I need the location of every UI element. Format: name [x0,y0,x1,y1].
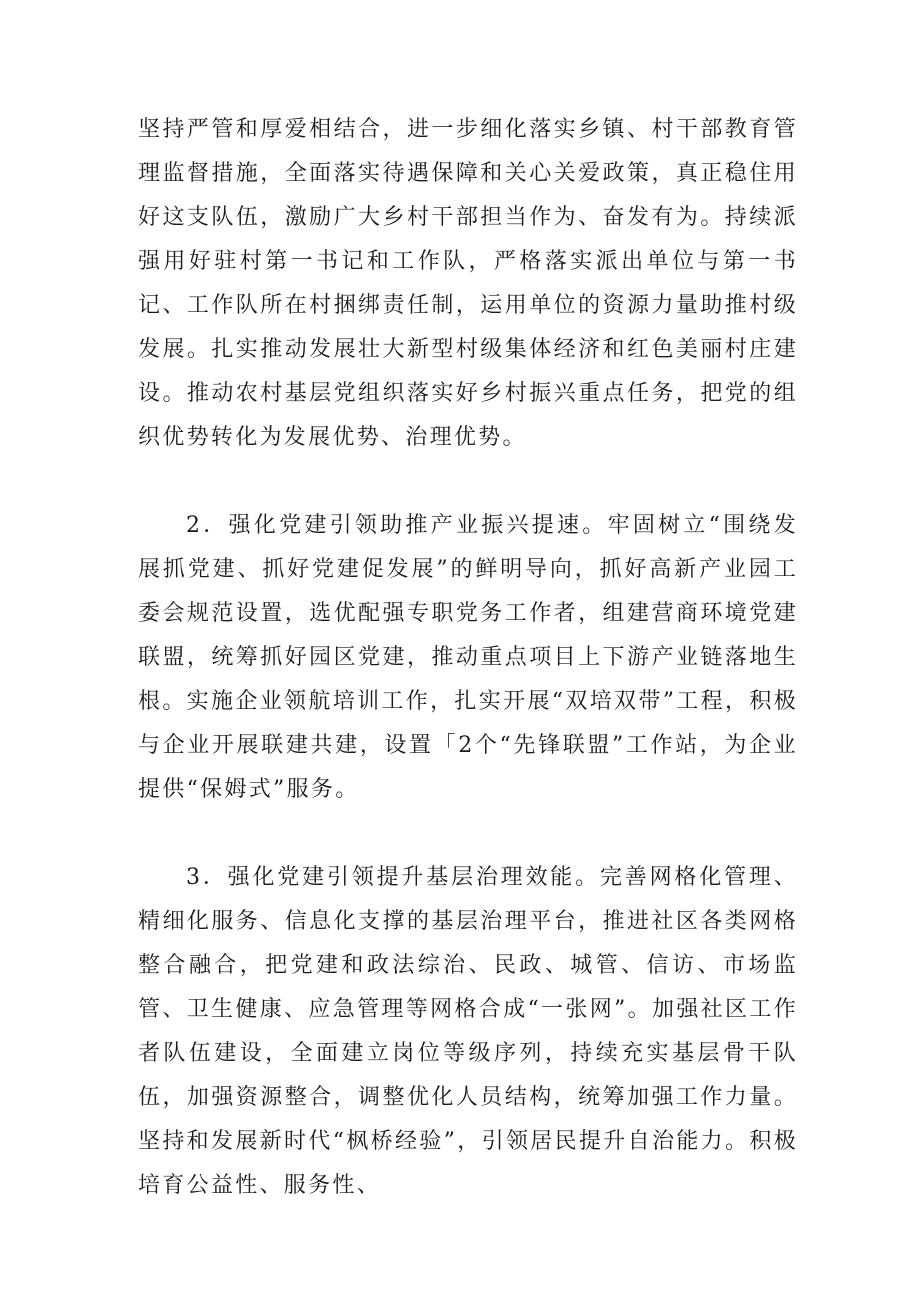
paragraph-section-2: 2．强化党建引领助推产业振兴提速。牢固树立“围绕发展抓党建、抓好党建促发展”的鲜明导向，抓好高新产业园工委会规范设置，选优配强专职党务工作者，组建营商环境党建联盟，统筹抓好园区党建，推动重点项目上下游产业链落地生根。实施企业领航培训工作，扎实开展“双培双带”工程，积极与企业开展联建共建，设置「2个“先锋联盟”工作站，为企业提供“保姆式”服务。 [138,513,798,802]
document-body [138,108,798,1208]
paragraph-continuation: 坚持严管和厚爱相结合，进一步细化落实乡镇、村干部教育管理监督措施，全面落实待遇保障和关心关爱政策，真正稳住用好这支队伍，激励广大乡村干部担当作为、奋发有为。持续派强用好驻村第一书记和工作队，严格落实派出单位与第一书记、工作队所在村捆绑责任制，运用单位的资源力量助推村级发展。扎实推动发展壮大新型村级集体经济和红色美丽村庄建设。推动农村基层党组织落实好乡村振兴重点任务，把党的组织优势转化为发展优势、治理优势。 [138,117,798,450]
paragraph-section-3: 3．强化党建引领提升基层治理效能。完善网格化管理、精细化服务、信息化支撑的基层治理平台，推进社区各类网格整合融合，把党建和政法综治、民政、城管、信访、市场监管、卫生健康、应急管理等网格合成“一张网”。加强社区工作者队伍建设，全面建立岗位等级序列，持续充实基层骨干队伍，加强资源整合，调整优化人员结构，统筹加强工作力量。坚持和发展新时代“枫桥经验”，引领居民提升自治能力。积极培育公益性、服务性、 [138,865,798,1198]
